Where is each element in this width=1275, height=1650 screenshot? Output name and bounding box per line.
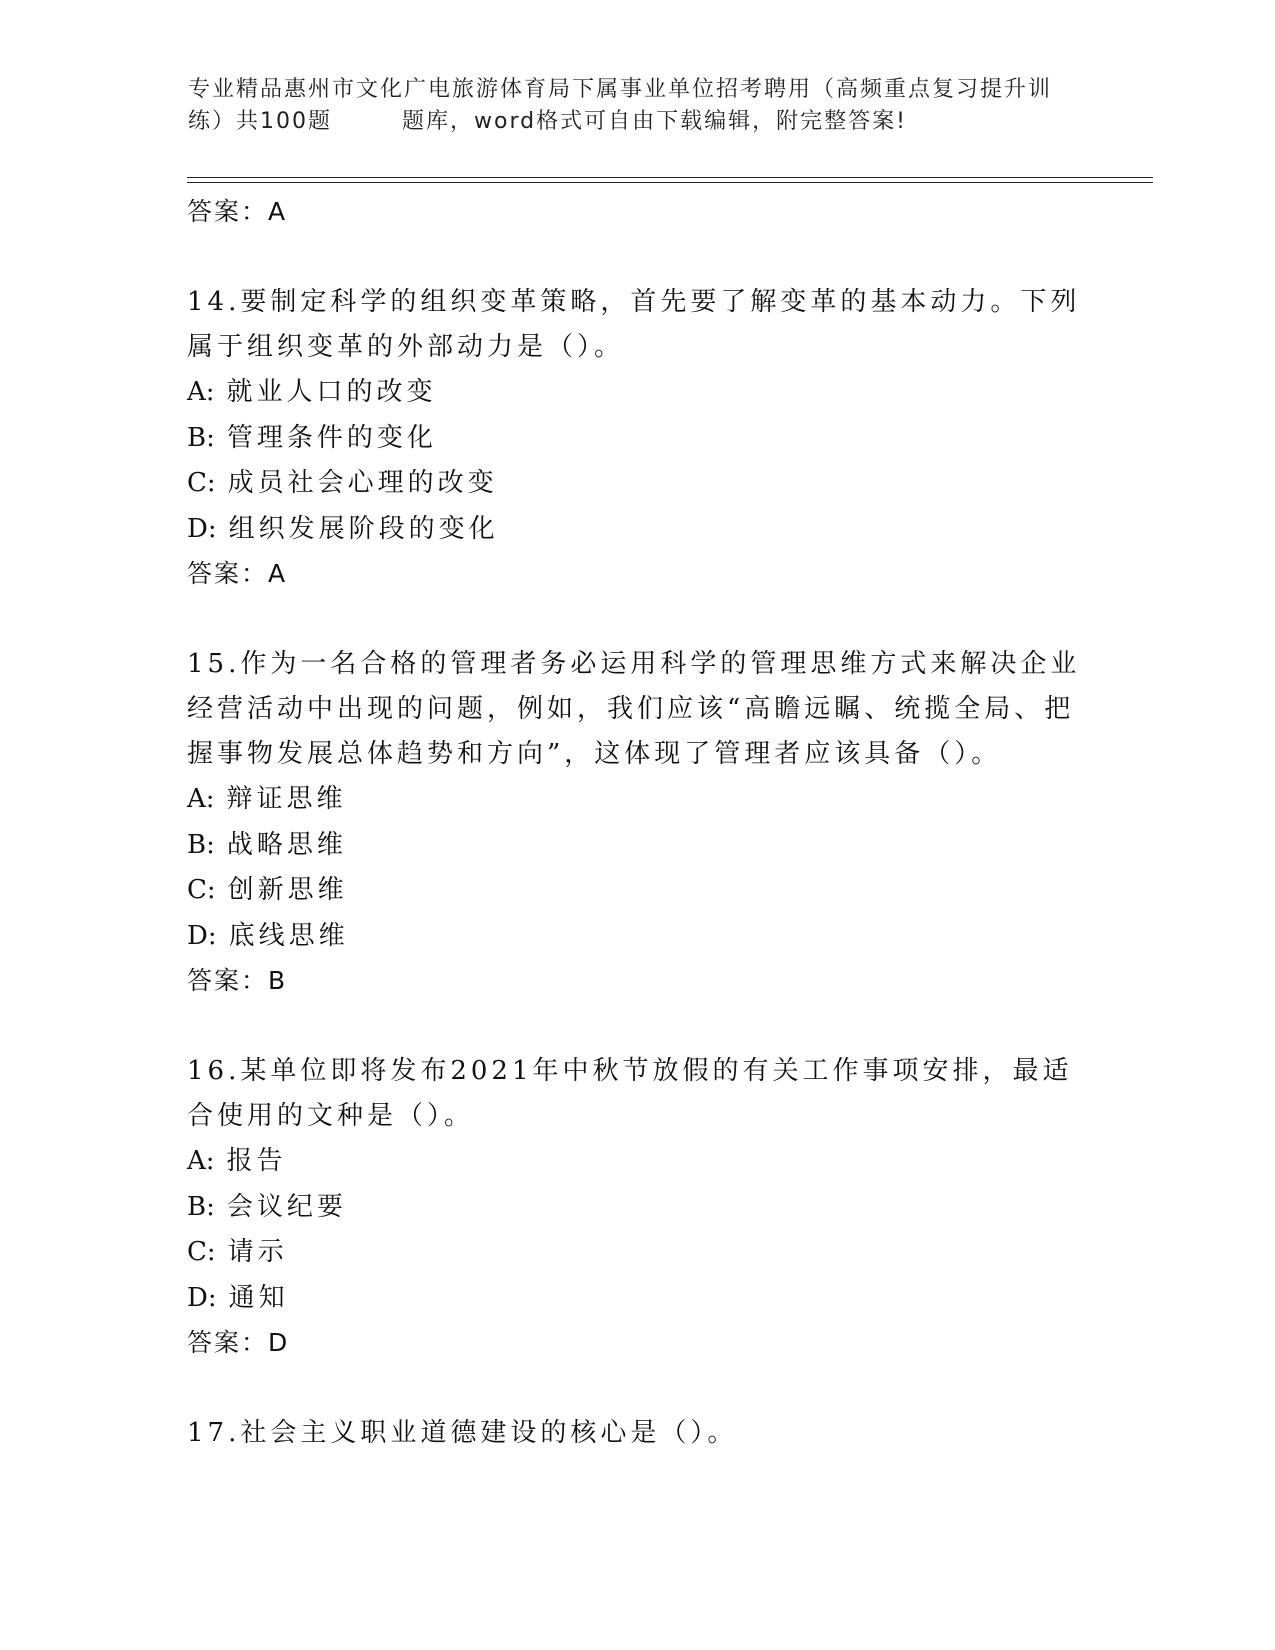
question-stem: 16.某单位即将发布2021年中秋节放假的有关工作事项安排，最适合使用的文种是（）。 <box>187 1056 1073 1131</box>
header-divider-bottom <box>187 182 1153 183</box>
option-a <box>187 370 1087 416</box>
option-text: 通知 <box>228 1282 289 1313</box>
answer-line: 答案：D <box>187 1328 290 1357</box>
option-c <box>187 1230 1087 1276</box>
option-key: A: <box>187 377 215 407</box>
previous-answer: 答案：A <box>187 197 288 226</box>
option-text: 辩证思维 <box>226 784 347 814</box>
option-text: 组织发展阶段的变化 <box>228 513 499 544</box>
option-d <box>187 1276 1087 1322</box>
option-text: 创新思维 <box>227 875 348 905</box>
option-d <box>187 914 1087 960</box>
header-line-1: 专业精品惠州市文化广电旅游体育局下属事业单位招考聘用（高频重点复习提升训 <box>188 77 1053 102</box>
question-14 <box>187 280 1087 596</box>
option-key: D: <box>187 513 217 544</box>
header-divider-top <box>187 177 1153 178</box>
option-b <box>187 1185 1087 1231</box>
option-text: 会议纪要 <box>226 1191 347 1222</box>
option-c <box>187 868 1087 914</box>
option-text: 就业人口的改变 <box>226 377 437 407</box>
option-key: D: <box>187 1282 217 1313</box>
option-key: B: <box>187 829 215 860</box>
question-15 <box>187 642 1087 1003</box>
answer-line: 答案：A <box>187 559 288 588</box>
option-key: B: <box>187 1191 215 1222</box>
option-key: A: <box>187 1146 215 1176</box>
header-line-2 <box>188 106 1088 138</box>
option-text: 管理条件的变化 <box>226 422 437 453</box>
option-b <box>187 823 1087 869</box>
option-key: A: <box>187 784 215 814</box>
document-header <box>188 74 1088 138</box>
header-line-2-part-b: 题库，word格式可自由下载编辑，附完整答案! <box>402 109 907 134</box>
question-17 <box>187 1411 1087 1456</box>
question-stem: 14.要制定科学的组织变革策略，首先要了解变革的基本动力。下列属于组织变革的外部动力是（）。 <box>187 287 1081 362</box>
option-key: C: <box>187 875 216 905</box>
option-text: 请示 <box>227 1237 288 1267</box>
answer-line: 答案：B <box>187 966 288 995</box>
question-stem: 15.作为一名合格的管理者务必运用科学的管理思维方式来解决企业经营活动中出现的问题，例如，我们应该“高瞻远瞩、统揽全局、把握事物发展总体趋势和方向”，这体现了管理者应该具备（）。 <box>187 649 1081 769</box>
option-d <box>187 507 1087 553</box>
document-body <box>187 190 1087 1456</box>
question-16 <box>187 1049 1087 1365</box>
option-key: D: <box>187 920 217 951</box>
option-a <box>187 777 1087 823</box>
option-text: 底线思维 <box>228 920 349 951</box>
option-key: B: <box>187 422 215 453</box>
option-text: 成员社会心理的改变 <box>227 468 498 498</box>
header-line-2-part-a: 练）共100题 <box>188 109 332 134</box>
option-key: C: <box>187 1237 216 1267</box>
option-a <box>187 1139 1087 1185</box>
option-c <box>187 461 1087 507</box>
option-text: 报告 <box>226 1146 287 1176</box>
question-stem: 17.社会主义职业道德建设的核心是（）。 <box>187 1418 738 1448</box>
option-b <box>187 416 1087 462</box>
option-key: C: <box>187 468 216 498</box>
option-text: 战略思维 <box>226 829 347 860</box>
